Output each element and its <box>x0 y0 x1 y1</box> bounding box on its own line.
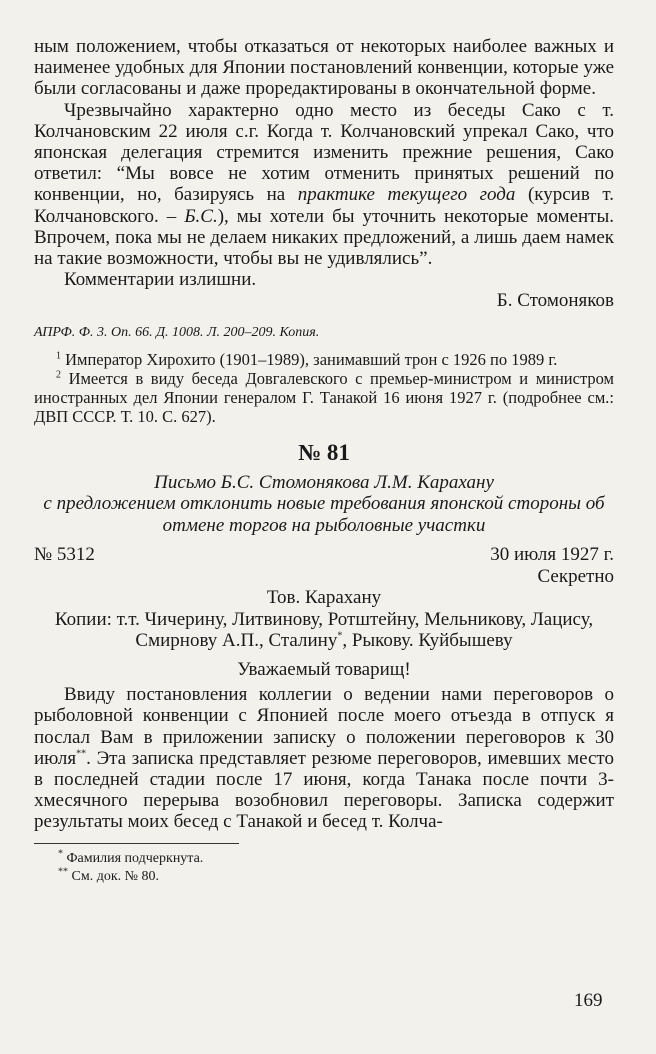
copies-list: Копии: т.т. Чичерину, Литвинову, Ротштейну, Мельникову, Лацису, Смирнову А.П., Сталину*, Рыкову. Куйбышеву <box>54 608 594 651</box>
footnote-divider <box>34 843 239 844</box>
classification: Секретно <box>537 566 614 588</box>
paragraph-continuation: ным положением, чтобы отказаться от некоторых наиболее важных и наименее удобных для Японии постановлений конвенции, которые уже были согласованы и даже проредактированы в окончательной форме. <box>34 36 614 100</box>
signature: Б. Стомоняков <box>496 290 614 312</box>
footnote-1: $^1$ Император Хирохито (1901–1989), занимавший трон с 1926 по 1989 г. <box>56 349 558 369</box>
registration-number: № 5312 <box>34 544 95 566</box>
registration-row <box>34 544 614 566</box>
paragraph-main: Ввиду постановления коллегии о ведении нами переговоров о рыболовной конвенции с Японией после моего отъезда в отпуск я послал Вам в приложении записку о положении переговоров к 30 июля**. Эта записка представляет резюме переговоров, имевших место в последней стадии после 17 июня, когда Танака после почти 3-хмесячного перерыва возобновил переговоры. Записка содержит результаты моих бесед с Танакой и бесед т. Колча- <box>34 684 614 833</box>
paragraph-quote: Чрезвычайно характерно одно место из беседы Сако с т. Колчановским 22 июля с.г. Когда т. Колчановский упрекал Сако, что японская делегация стремится изменить прежние решения, Сако ответил: “Мы вовсе не хотим отменить принятых решений по конвенции, но, базируясь на практике текущего года (курсив т. Колчановского. – Б.С.), мы хотели бы уточнить некоторые моменты. Впрочем, пока мы не делаем никаких предложений, а лишь даем намек на такие возможности, чтобы вы не удивлялись”. <box>34 99 614 270</box>
document-number: № 81 <box>298 439 350 465</box>
footnote-double-star: ** См. док. № 80. <box>58 865 159 884</box>
addressee: Тов. Карахану <box>266 587 382 609</box>
footnote-2: $^2$ Имеется в виду беседа Довгалевского с премьер-министром и министром иностранных дел Японии генералом Г. Танакой 16 июня 1927 г. (подробнее см.: ДВП СССР. Т. 10. С. 627). <box>34 368 614 426</box>
archive-reference: АПРФ. Ф. 3. Оп. 66. Д. 1008. Л. 200–209. Копия. <box>34 324 320 340</box>
page-number: 169 <box>574 990 603 1011</box>
document-date: 30 июля 1927 г. <box>490 544 614 566</box>
salutation: Уважаемый товарищ! <box>237 658 411 680</box>
paragraph-comments: Комментарии излишни. <box>64 269 257 291</box>
page-body <box>34 36 614 886</box>
document-title-line2: с предложением отклонить новые требования японской стороны об отмене торгов на рыболовные участки <box>43 493 605 536</box>
footnote-star: * Фамилия подчеркнута. <box>58 847 204 866</box>
document-title-line1: Письмо Б.С. Стомонякова Л.М. Карахану <box>154 471 494 493</box>
